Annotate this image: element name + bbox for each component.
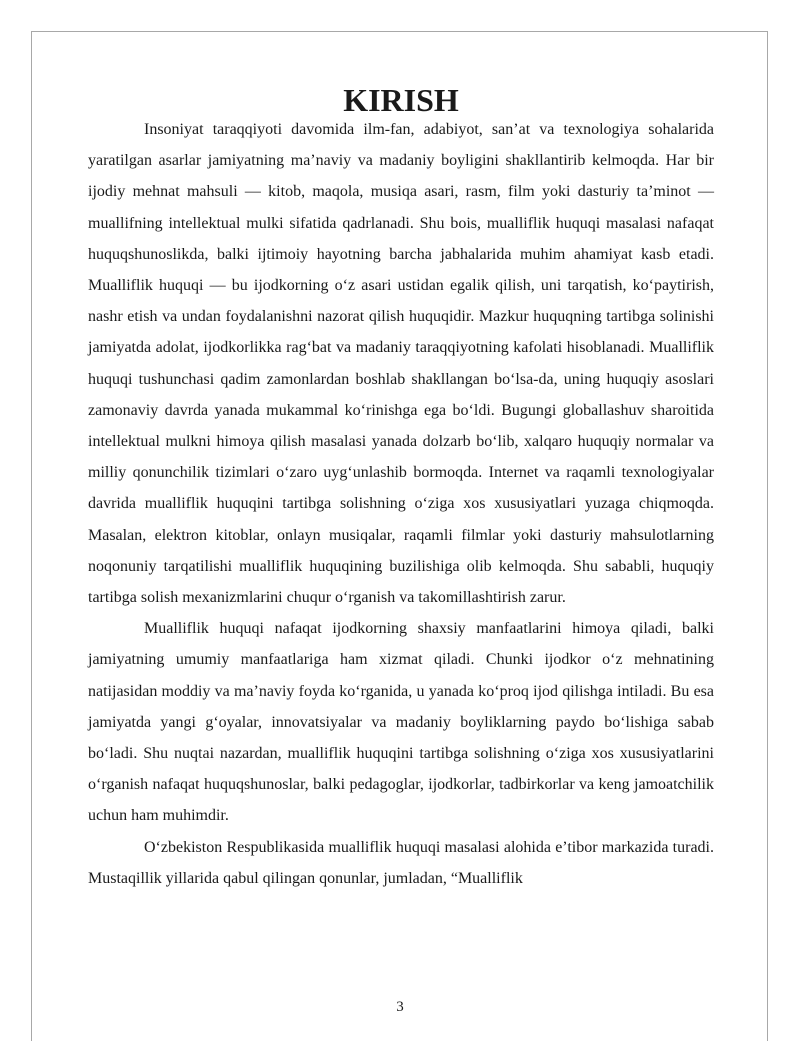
body-paragraph-1: Insoniyat taraqqiyoti davomida ilm-fan, adabiyot, san’at va texnologiya sohalarida yaratilgan asarlar jamiyatning ma’naviy va madaniy boyligini shakllantirib kelmoqda. Har bir ijodiy mehnat mahsuli — kitob, maqola, musiqa asari, rasm, film yoki dasturiy ta’minot — muallifning intellektual mulki sifatida qadrlanadi. Shu bois, mualliflik huquqi masalasi nafaqat huquqshunoslikda, balki ijtimoiy hayotning barcha jabhalarida muhim ahamiyat kasb etadi. Mualliflik huquqi — bu ijodkorning o‘z asari ustidan egalik qilish, uni tarqatish, ko‘paytirish, nashr etish va undan foydalanishni nazorat qilish huquqidir. Mazkur huquqning tartibga solinishi jamiyatda adolat, ijodkorlikka rag‘bat va madaniy taraqqiyotning kafolati hisoblanadi. Mualliflik huquqi tushunchasi qadim zamonlardan boshlab shakllangan bo‘lsa-da, uning huquqiy asoslari zamonaviy davrda yanada mukammal ko‘rinishga ega bo‘ldi. Bugungi globallashuv sharoitida intellektual mulkni himoya qilish masalasi yanada dolzarb bo‘lib, xalqaro huquqiy normalar va milliy qonunchilik tizimlari o‘zaro uyg‘unlashib bormoqda. Internet va raqamli texnologiyalar davrida mualliflik huquqini tartibga solishning o‘ziga xos xususiyatlari yuzaga chiqmoqda. Masalan, elektron kitoblar, onlayn musiqalar, raqamli filmlar yoki dasturiy mahsulotlarning noqonuniy tarqatilishi mualliflik huquqining buzilishiga olib kelmoqda. Shu sababli, huquqiy tartibga solish mexanizmlarini chuqur o‘rganish va takomillashtirish zarur. <box>88 121 714 607</box>
page-content <box>88 82 714 894</box>
section-heading: KIRISH <box>343 82 459 118</box>
page-number: 3 <box>396 999 404 1015</box>
body-paragraph-2: Mualliflik huquqi nafaqat ijodkorning shaxsiy manfaatlarini himoya qiladi, balki jamiyatning umumiy manfaatlariga ham xizmat qiladi. Chunki ijodkor o‘z mehnatining natijasidan moddiy va ma’naviy foyda ko‘rganida, u yanada ko‘proq ijod qilishga intiladi. Bu esa jamiyatda yangi g‘oyalar, innovatsiyalar va madaniy boyliklarning paydo bo‘lishiga sabab bo‘ladi. Shu nuqtai nazardan, mualliflik huquqini tartibga solishning o‘ziga xos xususiyatlarini o‘rganish nafaqat huquqshunoslar, balki pedagoglar, ijodkorlar, tadbirkorlar va keng jamoatchilik uchun ham muhimdir. <box>88 620 714 825</box>
body-paragraph-3: O‘zbekiston Respublikasida mualliflik huquqi masalasi alohida e’tibor markazida turadi. Mustaqillik yillarida qabul qilingan qonunlar, jumladan, “Mualliflik <box>88 838 714 887</box>
